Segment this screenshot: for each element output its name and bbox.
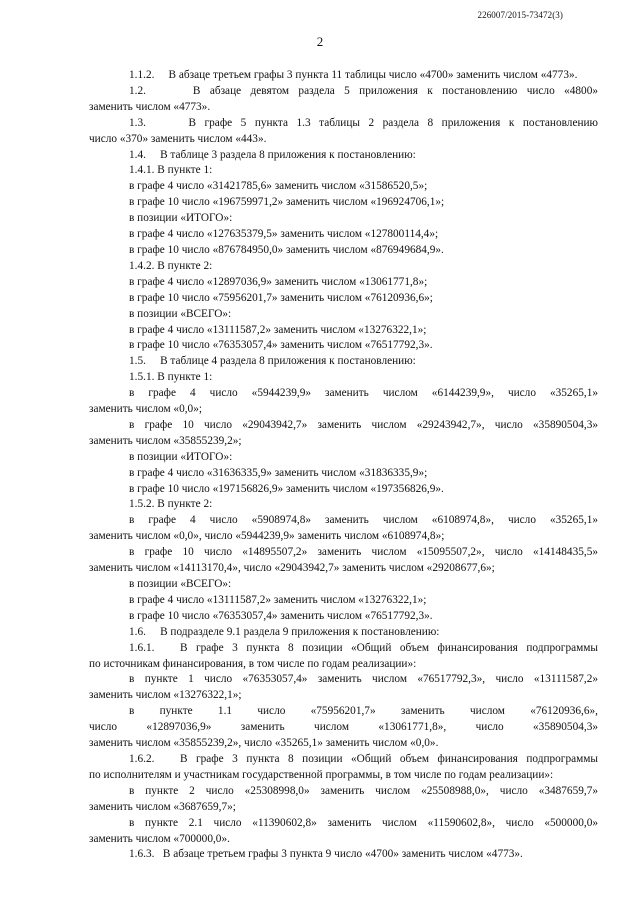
text-line: число «370» заменить числом «443». [89, 132, 267, 145]
text-line: в графе 4 число «5908974,8» заменить числом «6108974,8», число «35265,1» [129, 514, 598, 527]
text-line: в позиции «ВСЕГО»: [129, 578, 232, 590]
text-line: в графе 10 число «76353057,4» заменить числом «76517792,3». [129, 609, 433, 622]
document-body [89, 68, 598, 863]
text-line: в графе 4 число «12897036,9» заменить числом «13061771,8»; [129, 275, 428, 288]
text-line: 1.3. В графе 5 пункта 1.3 таблицы 2 раздела 8 приложения к постановлению [129, 116, 598, 129]
text-line: 1.6.2. В графе 3 пункта 8 позиции «Общий объем финансирования подпрограммы [129, 752, 598, 765]
text-line: заменить числом «3687659,7»; [89, 800, 236, 813]
text-line: в графе 4 число «31421785,6» заменить числом «31586520,5»; [129, 180, 428, 193]
text-line: 1.6.3. В абзаце третьем графы 3 пункта 9 число «4700» заменить числом «4773». [129, 848, 523, 861]
text-line: по исполнителям и участникам государственной программы, в том числе по годам реализации»: [89, 768, 554, 781]
text-line: в позиции «ИТОГО»: [129, 212, 233, 225]
text-line: 1.4.1. В пункте 1: [129, 164, 213, 177]
text-line: заменить числом «700000,0». [89, 832, 230, 845]
text-line: в пункте 1.1 число «75956201,7» заменить числом «76120936,6», [129, 705, 598, 718]
text-line: 1.2. В абзаце девятом раздела 5 приложения к постановлению число «4800» [129, 84, 598, 97]
text-line: заменить числом «4773». [89, 100, 211, 113]
text-line: заменить числом «35855239,2»; [89, 434, 242, 447]
text-line: в позиции «ИТОГО»: [129, 450, 233, 463]
text-line: в графе 4 число «5944239,9» заменить числом «6144239,9», число «35265,1» [129, 387, 598, 400]
text-line: в графе 4 число «13111587,2» заменить числом «13276322,1»; [129, 323, 427, 336]
text-line: в графе 10 число «14895507,2» заменить числом «15095507,2», число «14148435,5» [129, 546, 598, 559]
text-line: 1.1.2. В абзаце третьем графы 3 пункта 11 таблицы число «4700» заменить числом «4773». [129, 69, 578, 81]
text-line: 1.4.2. В пункте 2: [129, 259, 213, 272]
text-line: 1.5.2. В пункте 2: [129, 498, 213, 511]
text-line: в графе 10 число «196759971,2» заменить числом «196924706,1»; [129, 196, 445, 209]
text-line: в пункте 2.1 число «11390602,8» заменить числом «11590602,8», число «500000,0» [129, 816, 598, 829]
text-line: по источникам финансирования, в том числе по годам реализации»: [89, 657, 417, 670]
text-line: 1.5.1. В пункте 1: [129, 371, 213, 384]
text-line: заменить числом «13276322,1»; [89, 689, 242, 702]
text-line: 1.5. В таблице 4 раздела 8 приложения к постановлению: [129, 355, 416, 368]
text-line: 1.6. В подразделе 9.1 раздела 9 приложения к постановлению: [129, 625, 440, 638]
text-line: число «12897036,9» заменить числом «13061771,8», число «35890504,3» [89, 721, 598, 734]
text-line: в графе 10 число «29043942,7» заменить числом «29243942,7», число «35890504,3» [129, 418, 598, 431]
text-line: в графе 4 число «127635379,5» заменить числом «127800114,4»; [129, 228, 439, 241]
text-line: 1.6.1. В графе 3 пункта 8 позиции «Общий объем финансирования подпрограммы [129, 641, 598, 654]
text-line: в позиции «ВСЕГО»: [129, 307, 232, 320]
text-line: заменить числом «14113170,4», число «29043942,7» заменить числом «29208677,6»; [89, 562, 495, 575]
text-line: в графе 10 число «876784950,0» заменить числом «876949684,9». [129, 243, 444, 256]
text-line: в пункте 2 число «25308998,0» заменить числом «25508988,0», число «3487659,7» [129, 784, 598, 797]
text-line: заменить числом «0,0», число «5944239,9» заменить числом «6108974,8»; [89, 530, 445, 543]
page-number: 2 [316, 34, 324, 49]
text-line: в графе 4 число «31636335,9» заменить числом «31836335,9»; [129, 466, 428, 479]
text-line: в графе 10 число «76353057,4» заменить числом «76517792,3». [129, 339, 433, 352]
text-line: в графе 4 число «13111587,2» заменить числом «13276322,1»; [129, 593, 427, 606]
text-line: заменить числом «35855239,2», число «35265,1» заменить числом «0,0». [89, 737, 439, 750]
text-line: 1.4. В таблице 3 раздела 8 приложения к постановлению: [129, 148, 416, 161]
text-line: в графе 10 число «197156826,9» заменить числом «197356826,9». [129, 482, 444, 495]
text-line: в пункте 1 число «76353057,4» заменить числом «76517792,3», число «13111587,2» [129, 673, 598, 686]
text-line: в графе 10 число «75956201,7» заменить числом «76120936,6»; [129, 291, 433, 304]
text-line: заменить числом «0,0»; [89, 403, 202, 416]
document-registration-number: 226007/2015-73472(3) [477, 10, 563, 20]
